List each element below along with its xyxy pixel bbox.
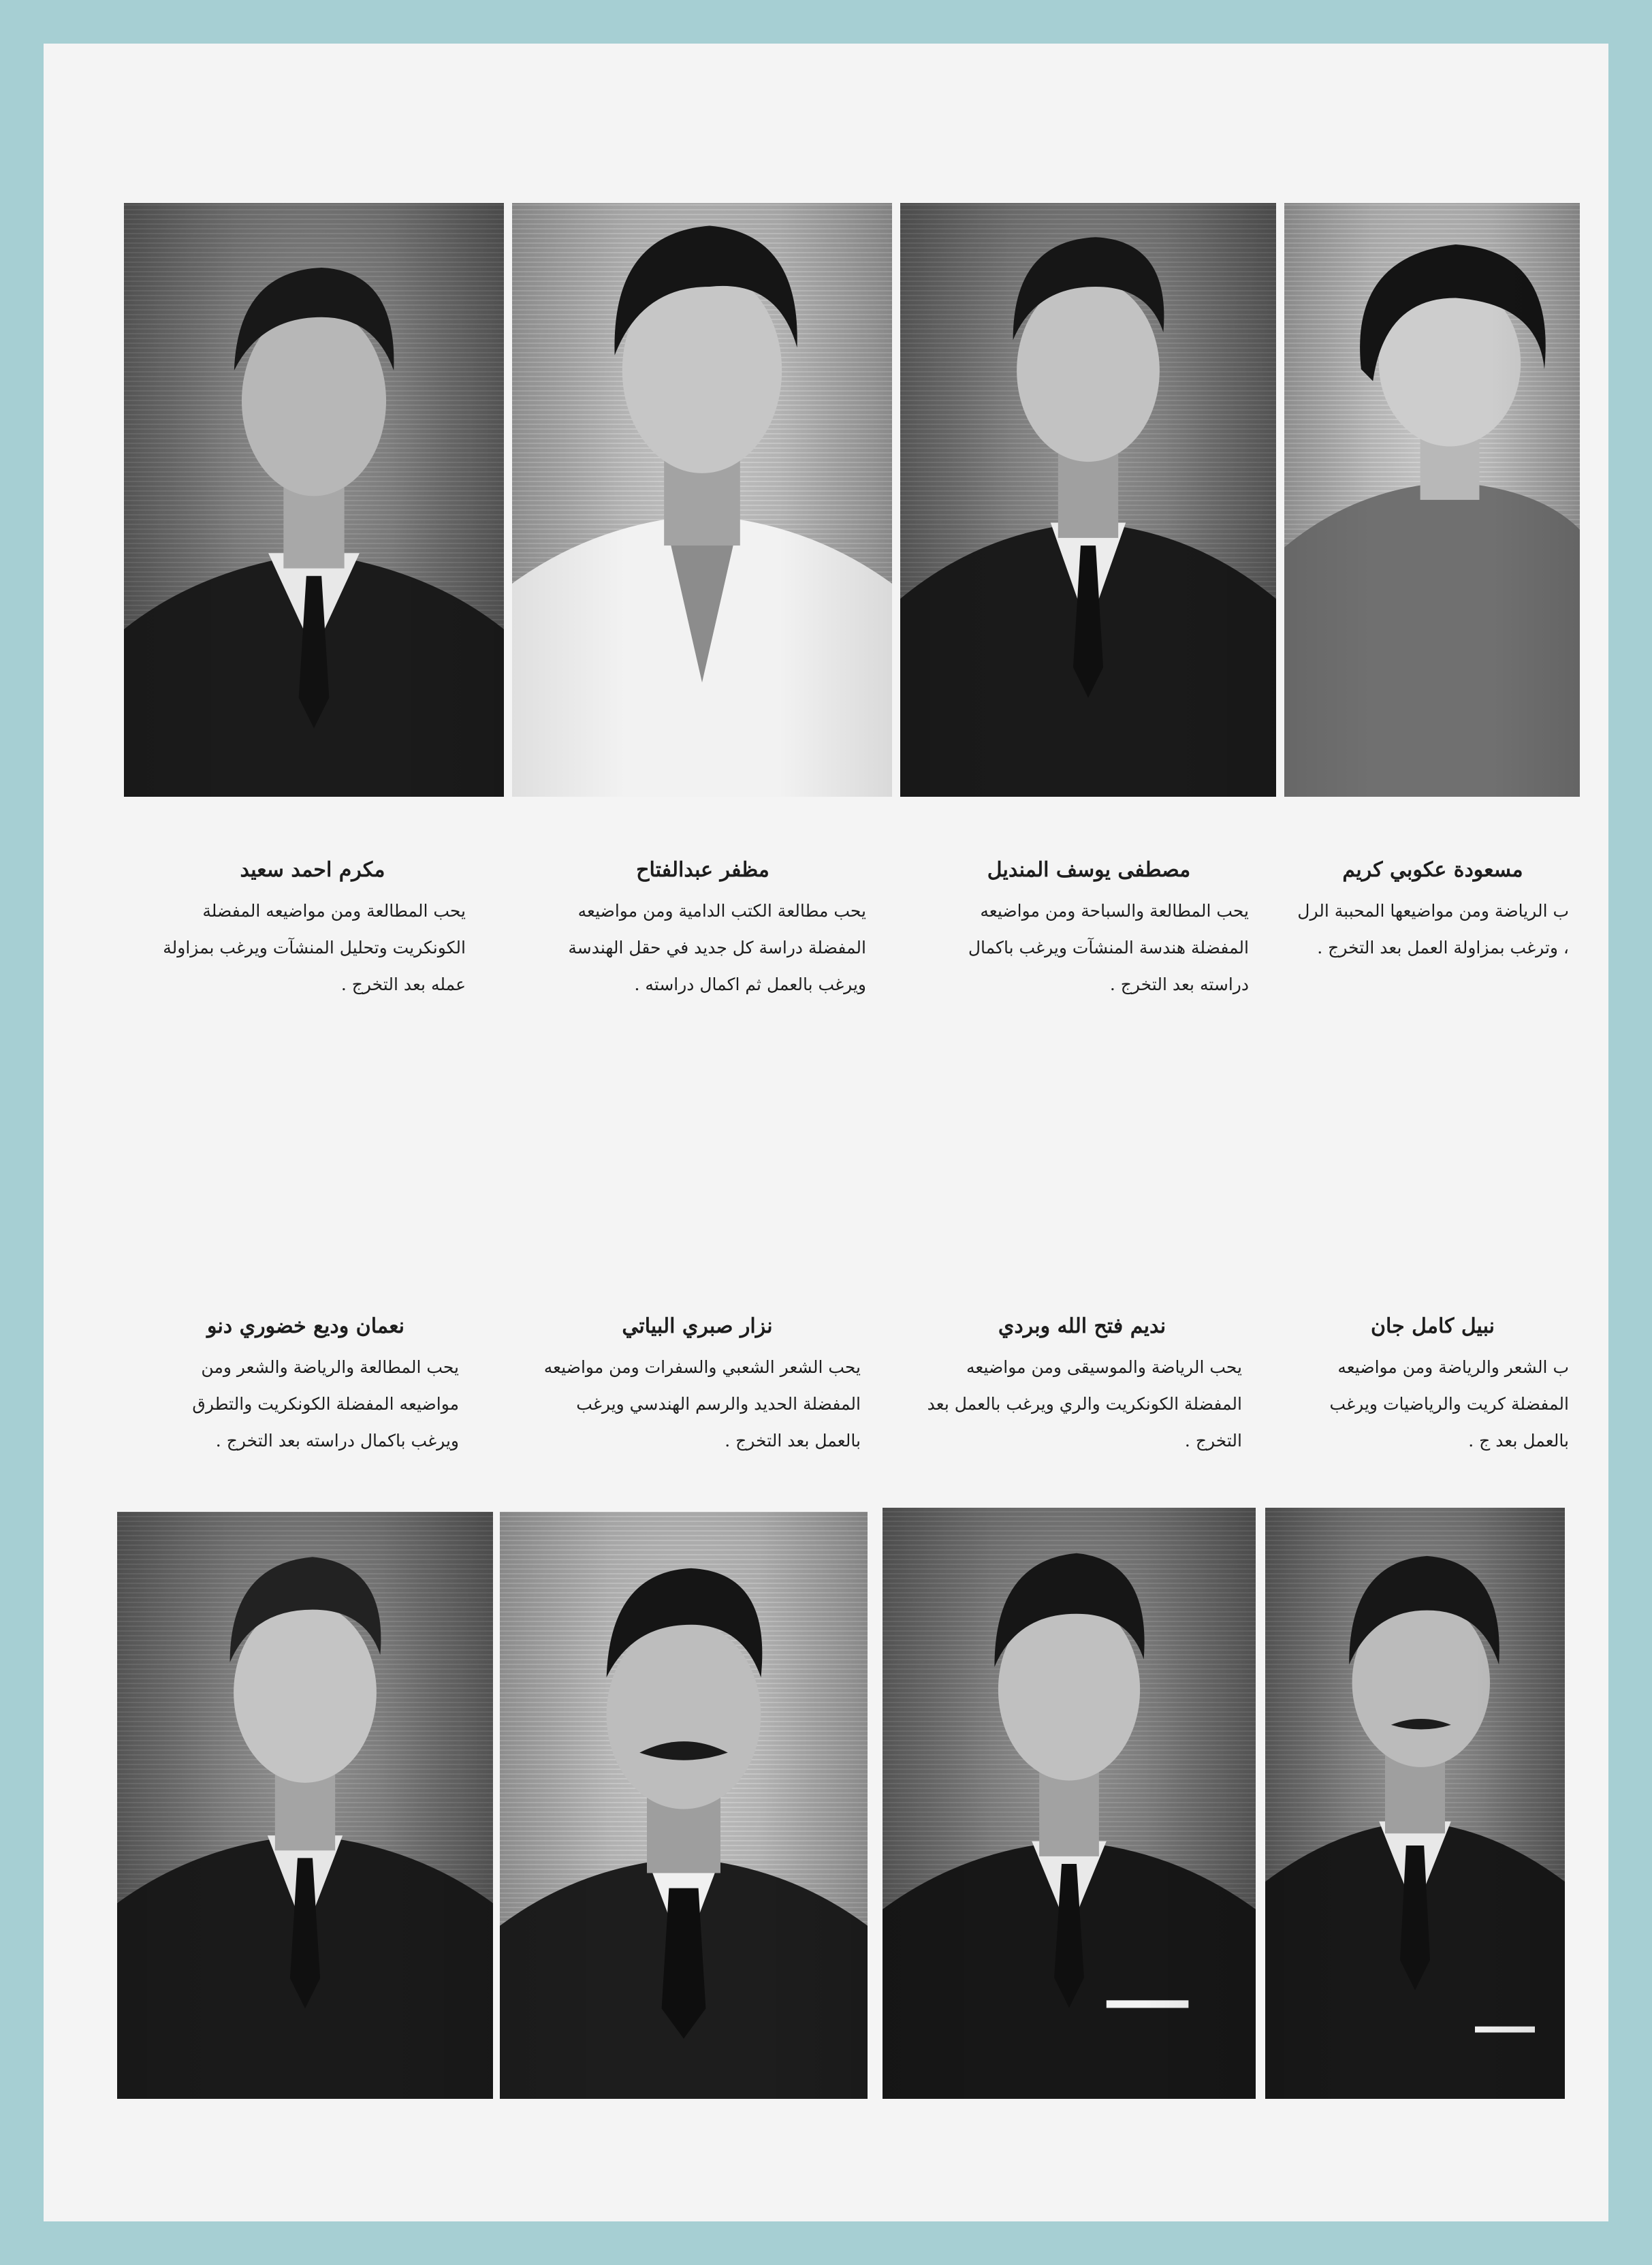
student-name: مصطفى يوسف المنديل	[987, 858, 1191, 882]
student-bio: يحب المطالعة والسباحة ومن مواضيعه المفضلة هندسة المنشآت ويرغب باكمال دراسته بعد التخرج .	[968, 901, 1249, 994]
student-bio: يحب الرياضة والموسيقى ومن مواضيعه المفضلة الكونكريت والري ويرغب بالعمل بعد التخرج .	[927, 1357, 1242, 1451]
student-name: نديم فتح الله وبردي	[998, 1314, 1166, 1338]
portrait-photo	[1284, 203, 1580, 797]
portrait-photo	[900, 203, 1276, 797]
portrait-photo	[883, 1508, 1256, 2099]
student-bio: يحب مطالعة الكتب الدامية ومن مواضيعه المفضلة دراسة كل جديد في حقل الهندسة ويرغب بالعمل ثم اكمال دراسته .	[568, 901, 866, 994]
portrait-photo	[117, 1512, 493, 2099]
yearbook-page	[44, 44, 1608, 2221]
student-name: مسعودة عكوبي كريم	[1342, 858, 1523, 882]
student-bio: يحب المطالعة ومن مواضيعه المفضلة الكونكريت وتحليل المنشآت ويرغب بمزاولة عمله بعد التخرج .	[163, 901, 466, 994]
student-caption	[539, 858, 866, 1003]
student-bio: ب الشعر والرياضة ومن مواضيعه المفضلة كريت والرياضيات ويرغب بالعمل بعد ج .	[1329, 1357, 1569, 1451]
student-bio: يحب المطالعة والرياضة والشعر ومن مواضيعه المفضلة الكونكريت والتطرق ويرغب باكمال دراسته بعد التخرج .	[192, 1357, 459, 1451]
student-name: مكرم احمد سعيد	[240, 858, 385, 882]
student-caption	[534, 1314, 861, 1459]
student-caption	[159, 858, 466, 1003]
student-caption	[1297, 858, 1569, 966]
portrait-photo	[512, 203, 892, 797]
student-name: مظفر عبدالفتاح	[636, 858, 769, 882]
student-name: نبيل كامل جان	[1371, 1314, 1495, 1338]
student-name: نعمان وديع خضوري دنو	[206, 1314, 405, 1338]
portrait-photo	[124, 203, 504, 797]
student-caption	[922, 1314, 1242, 1459]
student-bio: ب الرياضة ومن مواضيعها المحببة الرل ، وترغب بمزاولة العمل بعد التخرج .	[1297, 901, 1569, 957]
portrait-photo	[500, 1512, 868, 2099]
portrait-photo	[1265, 1508, 1565, 2099]
student-caption	[929, 858, 1249, 1003]
student-caption	[153, 1314, 459, 1459]
student-caption	[1297, 1314, 1569, 1459]
student-bio: يحب الشعر الشعبي والسفرات ومن مواضيعه المفضلة الحديد والرسم الهندسي ويرغب بالعمل بعد التخرج .	[543, 1357, 861, 1451]
student-name: نزار صبري البياتي	[622, 1314, 773, 1338]
